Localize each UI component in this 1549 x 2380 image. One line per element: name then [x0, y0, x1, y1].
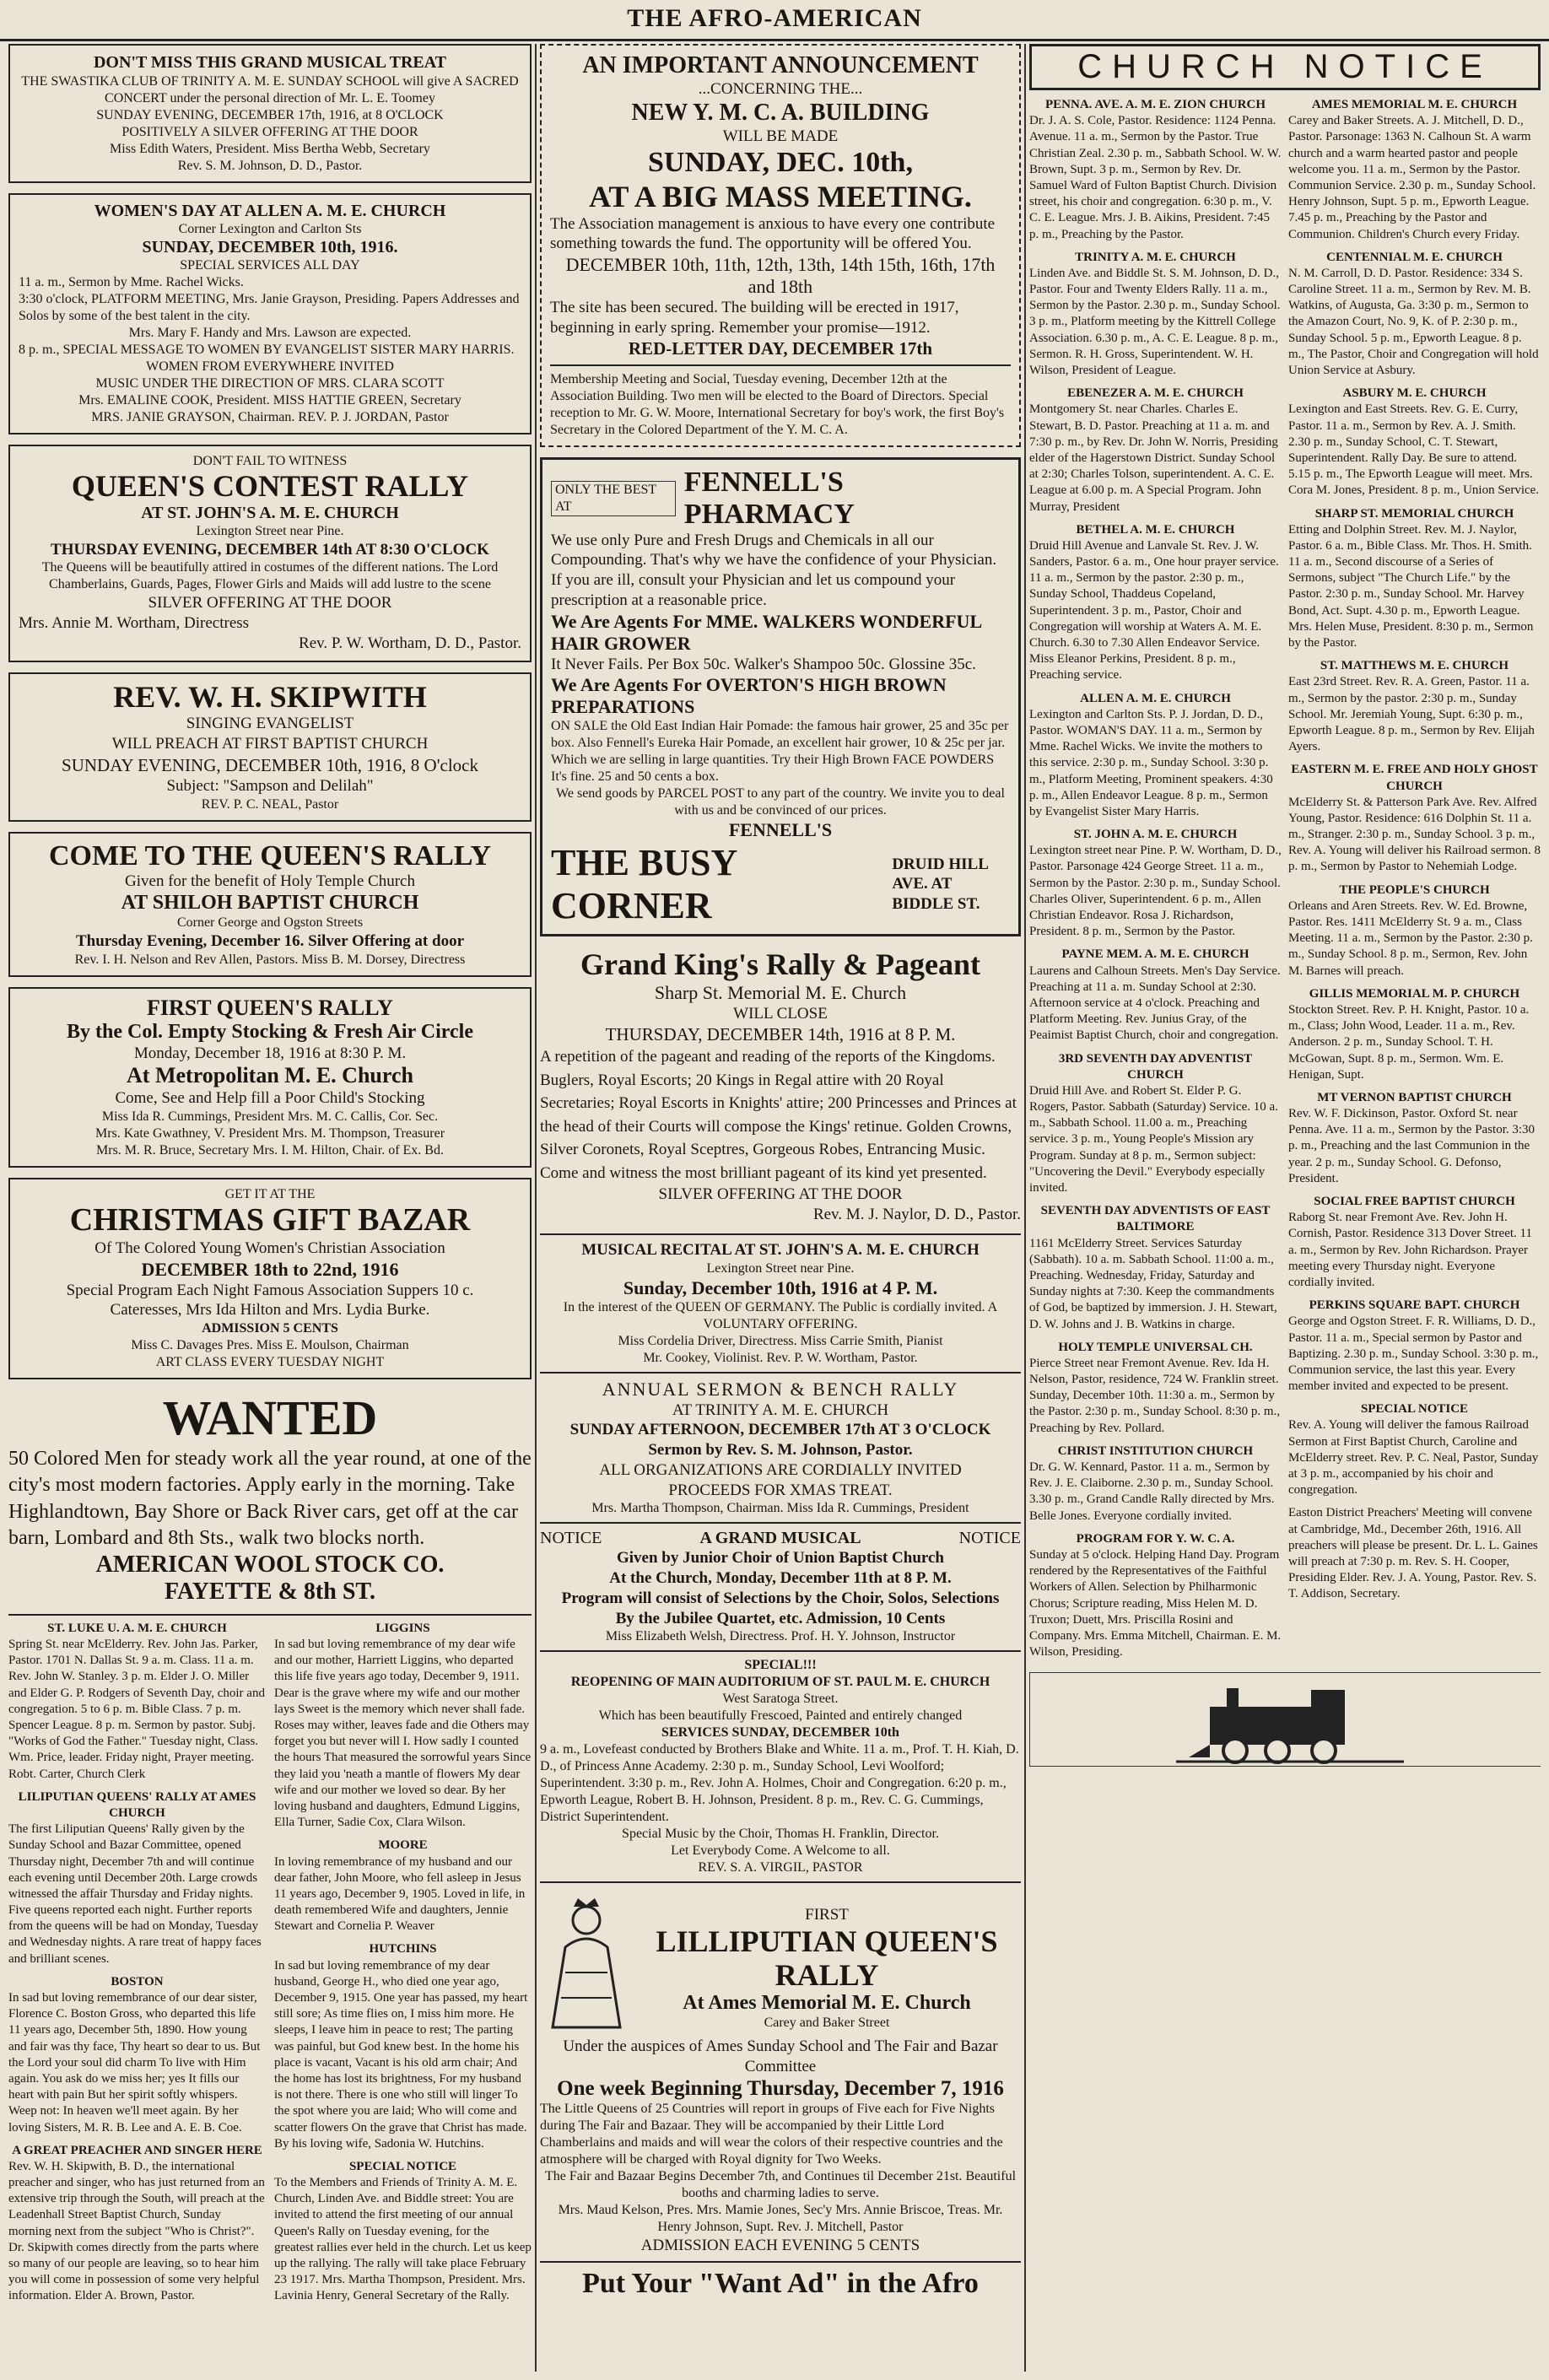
ad-text: Miss Elizabeth Welsh, Directress. Prof. H. Y. Johnson, Instructor [605, 1629, 956, 1644]
ad-text: ADMISSION 5 CENTS [202, 1321, 338, 1336]
ad-text: Rev. S. M. Johnson, D. D., Pastor. [177, 159, 363, 173]
ad-text: Membership Meeting and Social, Tuesday evening, December 12th at the Association Building. Two men will be elected to the Board of Directors. Special reception to Mr. G. W. Moore, International Secretary for boy's work, the first Boy's Secretary in the Colored Department of the Y. M. C. A. [550, 371, 1005, 437]
church-notice [1288, 1090, 1541, 1187]
church-notice-body: Carey and Baker Streets. A. J. Mitchell, D. D., Pastor. Parsonage: 1363 N. Calhoun St. A warm church and a warm hearted pastor and people welcome you. 11 a. m., Sermon by the Pastor. Communion Service. 2.30 p. m., Sunday School. Henry Johnson, Supt. 5 p. m., Epworth League. 7.45 p. m., Preaching by the Pastor and Communion. Children's Church every Friday. [1288, 114, 1536, 241]
church-notice-body: Stockton Street. Rev. P. H. Knight, Pastor. 10 a. m., Class; John Wood, Leader. 11 a. m., Rev. Anderson. 2 p. m., Sunday School. T. H. McGowan, Supt. 8 p. m., Sermon. Wm. E. Henigan, Supt. [1288, 1002, 1530, 1082]
church-notice-title: GILLIS MEMORIAL M. P. CHURCH [1309, 986, 1520, 1001]
church-notices [1029, 97, 1541, 1667]
church-notice-body: Rev. W. F. Dickinson, Pastor. Oxford St. near Penna. Ave. 11 a. m., Sermon by the Pastor. 3:30 p. m., Preaching and the last Communion in the year. 2 p. m., Sunday School. G. Defonso, President. [1288, 1107, 1536, 1185]
church-notice-title: EASTERN M. E. FREE AND HOLY GHOST CHURCH [1291, 763, 1538, 793]
ad-text: Lexington Street near Pine. [196, 523, 344, 538]
ad-text: Cateresses, Mrs Ida Hilton and Mrs. Lydia Burke. [110, 1301, 430, 1320]
church-notice-title: SPECIAL NOTICE [1360, 1402, 1469, 1417]
ad-text: Mrs. Maud Kelson, Pres. Mrs. Mamie Jones, Sec'y Mrs. Annie Briscoe, Treas. Mr. Henry Johnson, Supt. Rev. J. Mitchell, Pastor [558, 2202, 1003, 2234]
church-notice [1288, 1298, 1541, 1395]
queens-illustration [540, 1888, 1021, 2032]
ad-text: We use only Pure and Fresh Drugs and Chemicals in all our Compounding. That's why we have the confidence of your Physician. If you are ill, consult your Physician and let us compound your prescription at a reasonable price. [551, 531, 997, 609]
church-notice [1288, 506, 1541, 652]
church-notice-body: East 23rd Street. Rev. R. A. Green, Pastor. 11 a. m., Sermon by the pastor. 2:30 p. m., Sunday School. Mr. Jeremiah Young, Supt. 6:30 p. m., Epworth League. 8 p. m., Sermon by Rev. Elijah Ayers. [1288, 675, 1535, 754]
ad-text: 50 Colored Men for steady work all the year round, at one of the city's most modern factories. Apply early in the morning. Take Highlandtown, Bay Shore or Back River cars, get off at the car barn, Lombard and 8th Sts., walk two blocks north. [8, 1448, 532, 1549]
church-notice [1288, 386, 1541, 499]
musical-recital-ad [540, 1240, 1021, 1367]
ad-text: Sermon by Rev. S. M. Johnson, Pastor. [648, 1441, 913, 1460]
ad-text: The site has been secured. The building will be erected in 1917, beginning in early spring. Remember your promise—1912. [550, 299, 959, 337]
ad-heading: THE BUSY CORNER [551, 842, 737, 927]
ad-text: FAYETTE & 8th ST. [165, 1578, 375, 1605]
church-notice-body: 1161 McElderry Street. Services Saturday (Sabbath). 10 a. m. Sabbath School. 11:00 a. m., Preaching. Wednesday, Friday, Saturday and Sunday nights at 7:30. Keep the commandments of God, be baptized by immersion. J. H. Stewart, D. W. Johns and J. B. Watkins in charge. [1029, 1236, 1277, 1331]
ad-text: ONLY THE BEST AT [551, 481, 676, 516]
pharmacy-header [551, 467, 1010, 531]
divider [550, 364, 1011, 366]
church-notice [1029, 386, 1282, 515]
ad-heading: Grand King's Rally & Pageant [580, 947, 981, 982]
church-notice [1029, 97, 1282, 243]
ad-text: By the Col. Empty Stocking & Fresh Air Circle [67, 1020, 473, 1043]
lilliputian-heading [633, 1905, 1021, 2032]
ad-text: Subject: "Sampson and Delilah" [166, 776, 374, 795]
skipwith-ad [8, 672, 532, 822]
ad-heading: A GRAND MUSICAL [699, 1529, 861, 1548]
notice-item [8, 2143, 266, 2305]
divider [8, 1614, 532, 1616]
notice-body: In loving remembrance of my husband and our dear father, John Moore, who fell asleep in Jesus 11 years ago, December 9, 1905. Loved in life, in death remembered Wife and daughters, Jennie Stewart and Cornelia P. Weaver [274, 1854, 526, 1934]
ad-text: Mr. Cookey, Violinist. Rev. P. W. Wortham, Pastor. [643, 1350, 918, 1365]
ad-date: DECEMBER 18th to 22nd, 1916 [141, 1258, 399, 1280]
first-queens-rally-ad [8, 987, 532, 1168]
church-notice-header: CHURCH NOTICE [1029, 44, 1541, 90]
column-rule [535, 44, 537, 2372]
ad-heading: WOMEN'S DAY AT ALLEN A. M. E. CHURCH [94, 202, 446, 220]
ad-text: The Fair and Bazaar Begins December 7th, and Continues til December 21st. Beautiful booths and charming ladies to serve. [544, 2168, 1017, 2200]
notice-item [274, 1838, 532, 1935]
church-notice [1288, 1401, 1541, 1498]
church-notice-title: CHRIST INSTITUTION CHURCH [1057, 1444, 1254, 1458]
notice-title: MOORE [378, 1838, 428, 1853]
church-notice-body: N. M. Carroll, D. D. Pastor. Residence: 334 S. Caroline Street. 11 a. m., Sermon by Rev. M. B. Watkins, of Augusta, Ga. 3:30 p. m., Sermon to the Amazon Court, No. 9, K. of P. 2:30 p. m., Sunday School. 5 p. m., Epworth League. 8 p. m., The Pastor, Choir and Congregation will hold Union Service at Asbury. [1288, 266, 1539, 377]
notice-subcolumn [1288, 97, 1541, 1667]
notice-item [274, 1621, 532, 1831]
church-notice-body: Montgomery St. near Charles. Charles E. Stewart, B. D. Pastor. Preaching at 11 a. m. and 7:30 p. m., by Rev. Dr. John W. Norris, Presiding elder of the Hagerstown District. Sunday School at 2:30; Charles Tolson, superintendent. A. C. E. League at 6.00 p. m. A Special Program. John Murray, President [1029, 402, 1278, 514]
ad-heading: REV. W. H. SKIPWITH [113, 679, 427, 714]
church-notice [1288, 882, 1541, 980]
divider [540, 2261, 1021, 2263]
church-notice [1029, 1531, 1282, 1661]
ad-text: REV. S. A. VIRGIL, PASTOR [698, 1860, 863, 1875]
church-notice [1029, 250, 1282, 380]
christmas-bazar-ad [8, 1178, 532, 1379]
ad-text: DON'T FAIL TO WITNESS [192, 454, 348, 468]
ad-text: THE SWASTIKA CLUB OF TRINITY A. M. E. SUNDAY SCHOOL will give A SACRED CONCERT under the personal direction of Mr. L. E. Toomey [21, 74, 519, 105]
church-notice-title: TRINITY A. M. E. CHURCH [1075, 250, 1236, 264]
church-notice-body: Etting and Dolphin Street. Rev. M. J. Naylor, Pastor. 6 a. m., Bible Class. Mr. Thos. H. Smith. 11 a. m., Second discourse of a Series of Sermons, subject "The Church Life." by the Pastor. 2:30 p. m., Sunday School. Mr. Harvey Bond, Act. Supt. 4.30 p. m., Epworth League. Mrs. Helen Muse, President. 8:30 p. m., Sermon by the Pastor. [1288, 522, 1534, 650]
ad-date: SUNDAY, DECEMBER 10th, 1916. [142, 238, 398, 256]
church-notice-body: Lexington and East Streets. Rev. G. E. Curry, Pastor. 11 a. m., Sermon by Rev. A. J. Smith. 2.30 p. m., Sunday School, C. T. Stewart, Superintendent. Rally Day. Be sure to attend. 5.15 p. m., The Epworth League will meet. Mrs. Cora M. Jones, President. 8 p. m., Union Service. [1288, 402, 1540, 498]
ad-text: Mrs. Martha Thompson, Chairman. Miss Ida R. Cummings, President [591, 1501, 969, 1516]
ad-text: NOTICE [540, 1529, 602, 1548]
church-notice [1288, 658, 1541, 755]
queens-contest-ad [8, 445, 532, 662]
notice-title: SPECIAL NOTICE [348, 2159, 457, 2173]
church-notice [1029, 691, 1282, 821]
church-notice-title: SHARP ST. MEMORIAL CHURCH [1314, 506, 1514, 521]
ad-heading-row [540, 1529, 1021, 1548]
ad-text: PROCEEDS FOR XMAS TREAT. [668, 1481, 893, 1499]
ad-text: We Are Agents For MME. WALKERS WONDERFUL HAIR GROWER [551, 610, 981, 654]
ad-text: We Are Agents For OVERTON'S HIGH BROWN PREPARATIONS [551, 674, 947, 718]
ad-text: ...CONCERNING THE... [698, 80, 863, 98]
church-notice [1029, 1203, 1282, 1333]
masthead [0, 0, 1549, 41]
busy-corner [551, 841, 1010, 927]
church-notice-title: PROGRAM FOR Y. W. C. A. [1076, 1531, 1235, 1546]
church-notice-title: MT VERNON BAPTIST CHURCH [1317, 1090, 1512, 1104]
column-middle [540, 44, 1021, 2372]
notice-subcolumn [274, 1621, 532, 2312]
church-notice-title: 3RD SEVENTH DAY ADVENTIST CHURCH [1058, 1051, 1253, 1082]
church-notice-body: Lexington street near Pine. P. W. Wortham, D. D., Pastor. Parsonage 424 George Street. 11 a. m., Sermon by the Pastor. 2:30 p. m., Sunday School. Charles Oliver, Superintendent. 6 p. m., Allen Christian Endeavor. Rosa J. Richardson, President. 8 p. m., Sermon by the Pastor. [1029, 844, 1282, 939]
ad-text: ART CLASS EVERY TUESDAY NIGHT [155, 1355, 385, 1370]
ad-text: AT ST. JOHN'S A. M. E. CHURCH [141, 503, 399, 522]
church-notice [1288, 250, 1541, 380]
ad-text: Mrs. Mary F. Handy and Mrs. Lawson are expected. [128, 326, 412, 340]
ad-heading: REOPENING OF MAIN AUDITORIUM OF ST. PAUL M. E. CHURCH [570, 1675, 990, 1690]
notice-title: HUTCHINS [369, 1942, 437, 1956]
ad-text: Given by Junior Choir of Union Baptist Church [616, 1549, 944, 1568]
ad-text: REV. P. C. NEAL, Pastor [201, 796, 339, 812]
ad-heading: AN IMPORTANT ANNOUNCEMENT [582, 52, 979, 78]
ad-text: WILL PREACH AT FIRST BAPTIST CHURCH [111, 734, 429, 753]
ad-text: ALL ORGANIZATIONS ARE CORDIALLY INVITED [599, 1460, 962, 1479]
ad-text: Carey and Baker Street [764, 2016, 890, 2031]
church-notice-title: BETHEL A. M. E. CHURCH [1076, 522, 1235, 537]
ad-text: AT TRINITY A. M. E. CHURCH [672, 1400, 889, 1419]
church-notice-body: Rev. A. Young will deliver the famous Railroad Sermon at First Baptist Church, Caroline and McElderry street. Rev. P. C. Neal, Pastor, Sunday at 3 p. m., accompanied by his choir and congregation. [1288, 1418, 1539, 1498]
divider [540, 1881, 1021, 1883]
ad-heading: CHRISTMAS GIFT BAZAR [69, 1202, 471, 1239]
ad-text: AMERICAN WOOL STOCK CO. [95, 1551, 445, 1578]
notice-title: ST. LUKE U. A. M. E. CHURCH [47, 1621, 227, 1635]
church-notice-title: HOLY TEMPLE UNIVERSAL CH. [1058, 1340, 1253, 1354]
want-ad-banner: Put Your "Want Ad" in the Afro [582, 2267, 979, 2299]
ad-text: WILL CLOSE [733, 1005, 828, 1023]
column-left [8, 44, 532, 2372]
ad-text: MUSIC UNDER THE DIRECTION OF MRS. CLARA SCOTT [95, 376, 445, 391]
lilliputian-rally-ad [540, 1888, 1021, 2255]
notice-body: In sad but loving remembrance of my dear husband, George H., who died one year ago, December 9, 1915. One year has passed, my heart still sore; As time flies on, I miss him more. He sleeps, I leave him in peace to rest; The parting was painful, but God knew best. In the home his place is vacant, Vacant is his old arm chair; And the home has lost its brightness, For my husband is not there. There is one who still will linger To the spot where you are laid; Who will come and scatter flowers On the grave that Christ has made. By his loving wife, Sadonia W. Hutchins. [274, 1958, 528, 2151]
ad-text: Mrs. Annie M. Wortham, Directress [19, 614, 250, 633]
ad-text: Of The Colored Young Women's Christian Association [94, 1239, 445, 1257]
ad-text: ON SALE the Old East Indian Hair Pomade: the famous hair grower, 25 and 35c per box. Also Fennell's Eureka Hair Pomade, an excellent hair grower, 10 & 25c per jar. Which we are selling in large quantities. Try their High Brown FACE POWDERS It's fine. 25 and 50 cents a box. [551, 719, 1009, 785]
church-notice-body: Orleans and Aren Streets. Rev. W. Ed. Browne, Pastor. Res. 1411 McElderry St. 9 a. m., Class Meeting. 11 a. m., Sermon by the Pastor. 2:30 p. m., Sunday School. 8 p. m., Sermon, Rev. John M. Barnes will preach. [1288, 899, 1533, 978]
ad-text: DECEMBER 10th, 11th, 12th, 13th, 14th 15th, 16th, 17th and 18th [565, 254, 996, 297]
ad-heading: FENNELL'S PHARMACY [683, 466, 855, 530]
church-notice-title: SOCIAL FREE BAPTIST CHURCH [1314, 1195, 1515, 1208]
ad-text: SPECIAL SERVICES ALL DAY [180, 258, 360, 273]
notice-subcolumn [1029, 97, 1282, 1667]
ad-text: ADMISSION EACH EVENING 5 CENTS [640, 2236, 920, 2254]
ad-heading: MUSICAL RECITAL AT ST. JOHN'S A. M. E. CHURCH [581, 1240, 980, 1259]
ad-text: Rev. M. J. Naylor, D. D., Pastor. [812, 1206, 1021, 1224]
grand-musical-ad [540, 1529, 1021, 1645]
ad-text: 3:30 o'clock, PLATFORM MEETING, Mrs. Janie Grayson, Presiding. Papers Addresses and Solos by some of the best talent in the city. [19, 292, 520, 323]
ad-date: SERVICES SUNDAY, DECEMBER 10th [661, 1725, 899, 1740]
sermon-bench-rally-ad [540, 1379, 1021, 1518]
church-notice-body: Lexington and Carlton Sts. P. J. Jordan, D. D., Pastor. WOMAN'S DAY. 11 a. m., Sermon by Mme. Rachel Wicks. We invite the mothers to this service. 2:30 p. m., Sunday School. 3:30 p. m., Platform Meeting, Prominent speakers. 4:30 p. m., Allen Endeavor League. 8 p. m., Sermon by Evangelist Sister Mary Harris. [1029, 707, 1273, 818]
wanted-ad [8, 1390, 532, 1606]
ad-text: At Metropolitan M. E. Church [127, 1063, 413, 1088]
ad-text: WILL BE MADE [722, 127, 839, 145]
ad-text: 9 a. m., Lovefeast conducted by Brothers Blake and White. 11 a. m., Prof. T. H. Kiah, D. D., of Princess Anne Academy. 2:30 p. m., Sunday School, Levi Woolford; Superintendent. 3:30 p. m., Rev. John A. Holmes, Choir and Congregation. 6:20 p. m., Epworth League, Robert B. H. Johnson, President. 8 p. m., Rev. C. G. Cummings, District Superintendent. [540, 1742, 1019, 1825]
ad-heading: LILLIPUTIAN QUEEN'S RALLY [656, 1924, 998, 1992]
notice-title: LIGGINS [375, 1621, 430, 1635]
ad-text: Special Music by the Choir, Thomas H. Franklin, Director. [622, 1827, 939, 1842]
church-notice [1029, 947, 1282, 1044]
church-notice-title: ALLEN A. M. E. CHURCH [1080, 691, 1231, 705]
ad-date: Thursday Evening, December 16. Silver Offering at door [75, 931, 465, 950]
ad-text: It Never Fails. Per Box 50c. Walker's Shampoo 50c. Glossine 35c. [551, 655, 976, 673]
ad-heading: QUEEN'S CONTEST RALLY [71, 469, 469, 503]
womens-day-ad [8, 193, 532, 434]
notice-item [8, 1789, 266, 1967]
church-notice-title: PERKINS SQUARE BAPT. CHURCH [1309, 1298, 1520, 1313]
notice-body: The first Liliputian Queens' Rally given by the Sunday School and Bazar Committee, opened Thursday night, December 7th and will continue each evening until December 20th. Large crowds witnessed the affair Thursday and Friday nights. Five queens reported each night. Further reports from the queens will be had on Monday, Tuesday and Wednesday nights. A rare treat of happy faces and brilliant scenes. [8, 1822, 262, 1966]
church-notice-body: George and Ogston Street. F. R. Williams, D. D., Pastor. 11 a. m., Special sermon by Pastor and Baptizing. 2.30 p. m., Sunday School. 3:30 p. m., Communion service, the last this year. Every member invited and expected to be present. [1288, 1314, 1539, 1394]
church-notice-body: McElderry St. & Patterson Park Ave. Rev. Alfred Young, Pastor. Residence: 616 Dolphin St. 11 a. m., Stranger. 2:30 p. m., Sunday School. 3 p. m., Rev. A. Young will deliver his Railroad sermon. 8 p. m., Sermon by Pastor to Nehemiah Lodge. [1288, 795, 1541, 874]
notice-title: LILIPUTIAN QUEENS' RALLY AT AMES CHURCH [18, 1789, 256, 1820]
ad-text: Which has been beautifully Frescoed, Painted and entirely changed [598, 1708, 963, 1724]
ad-text: 8 p. m., SPECIAL MESSAGE TO WOMEN BY EVANGELIST SISTER MARY HARRIS. [19, 343, 515, 357]
church-notice-title: ST. MATTHEWS M. E. CHURCH [1320, 659, 1509, 673]
ad-text: Corner Lexington and Carlton Sts [178, 222, 362, 236]
church-notice [1029, 522, 1282, 684]
notice-item [8, 1621, 266, 1783]
church-notice [1288, 97, 1541, 243]
ad-heading: DON'T MISS THIS GRAND MUSICAL TREAT [93, 53, 447, 72]
notice-body: In sad but loving remembrance of my dear wife and our mother, Harriett Liggins, who departed this life five years ago today, December 9, 1911. Dear is the grave where my wife and our mother lays Sweet is the memory which never shall fade. Roses may wither, leaves fade and die Others may forget you but never will I. How sadly I counted the hours That measured the sorrowful years Since they laid you 'neath a mantle of flowers My dear wife and our mother we loved so dear. By her loving husband and daughters, Edmund Liggins, Ella Turner, Sadie Cox, Clara Wilson. [274, 1638, 532, 1830]
notice-title: BOSTON [111, 1974, 164, 1989]
notice-item [274, 2159, 532, 2305]
church-notice-title: SEVENTH DAY ADVENTISTS OF EAST BALTIMORE [1040, 1204, 1271, 1234]
ad-text: By the Jubilee Quartet, etc. Admission, 10 Cents [615, 1609, 946, 1627]
church-notice-body: Druid Hill Avenue and Lanvale St. Rev. J. W. Sanders, Pastor. 6 a. m., One hour prayer service. 11 a. m., Sermon by the pastor. 2:30 p. m., Sunday School, Thaddeus Copeland, Superintendent. 3 p. m., Pastor, Choir and Congregation will worship at Waters A. M. E. Church. 6.30 to 7.30 Allen Endeavor Service. Miss Eleanor Perkins, President. 8 p. m., Preaching service. [1029, 538, 1279, 683]
church-notice-title: ASBURY M. E. CHURCH [1342, 386, 1487, 401]
fennells-pharmacy-ad [540, 457, 1021, 937]
ad-text: Sharp St. Memorial M. E. Church [654, 982, 907, 1004]
column-rule [1024, 44, 1026, 2372]
ad-heading: COME TO THE QUEEN'S RALLY [48, 839, 491, 872]
church-notice-body: Dr. J. A. S. Cole, Pastor. Residence: 1124 Penna. Avenue. 11 a. m., Sermon by the Pastor. True Christian Zeal. 2.30 p. m., Sabbath School. W. W. Brown, Supt. 3 p. m., Sermon by Rev. Dr. Samuel Ward of Fulton Baptist Church. Division street, his choir and congregation. 6:30 p. m., V. C. E. League. Mrs. J. B. Aikins, President. 7:45 p. m., Preaching by the Pastor. [1029, 114, 1282, 241]
notice-item [274, 1941, 532, 2151]
small-notices [8, 1621, 532, 2312]
ad-text: Miss Ida R. Cummings, President Mrs. M. C. Callis, Cor. Sec. [101, 1109, 439, 1125]
notice-body: In sad but loving remembrance of our dear sister, Florence C. Boston Gross, who departed this life 11 years ago, December 5th, 1890. How young and fair was thy face, Thy heart so dear to us. But the Lord your soul did charm To live with Him again. You ask do we miss her; yes It fills our heart with pain But her spirit softly whispers. Weep not: In heaven we'll meet again. By her loving Sisters, M. R. B. Lee and A. E. B. Coe. [8, 1991, 261, 2134]
church-notice-body: Laurens and Calhoun Streets. Men's Day Service. Preaching at 11 a. m. Sunday School at 2:30. Afternoon service at 4 o'clock. Preaching and Platform Meeting. Rev. Junius Gray, of the Peaimist Baptist Church, choir and congregation. [1029, 963, 1281, 1043]
ad-text: NOTICE [958, 1529, 1021, 1548]
church-notice-title: AMES MEMORIAL M. E. CHURCH [1311, 98, 1518, 111]
church-notice-title: THE PEOPLE'S CHURCH [1339, 882, 1490, 897]
ad-date: SUNDAY, DEC. 10th, [648, 146, 913, 178]
ad-date: THURSDAY EVENING, DECEMBER 14th AT 8:30 O'CLOCK [51, 540, 489, 559]
ad-date: SUNDAY EVENING, DECEMBER 10th, 1916, 8 O'clock [62, 754, 478, 775]
church-notice-title: CENTENNIAL M. E. CHURCH [1326, 250, 1503, 264]
ad-text: The Queens will be beautifully attired in costumes of the different nations. The Lord Chamberlains, Guards, Pages, Flower Girls and Maids will add lustre to the scene [41, 560, 499, 592]
church-notice-body: Druid Hill Ave. and Robert St. Elder P. G. Rogers, Pastor. Sabbath (Saturday) Service. 10 a. m., Sabbath School. 11.00 a. m., Preaching service. 3 p. m., Young People's Mission ary Program. Sunday at 8 p. m., Sermon subject: "Uncovering the Devil." Everybody especially invited. [1029, 1083, 1278, 1195]
divider [540, 1522, 1021, 1524]
notice-item [8, 1974, 266, 2136]
column-right [1029, 44, 1541, 2372]
ad-text: 11 a. m., Sermon by Mme. Rachel Wicks. [19, 275, 244, 289]
ad-text: Miss Cordelia Driver, Directress. Miss Carrie Smith, Pianist [618, 1333, 943, 1348]
ad-text: SILVER OFFERING AT THE DOOR [658, 1185, 903, 1204]
notice-subcolumn [8, 1621, 266, 2312]
church-notice [1029, 827, 1282, 940]
ad-date: At the Church, Monday, December 11th at 8 P. M. [609, 1569, 952, 1588]
church-notice [1288, 986, 1541, 1083]
church-notice [1029, 1051, 1282, 1197]
ad-text: A repetition of the pageant and reading of the reports of the Kingdoms. Buglers, Royal Escorts; 20 Kings in Regal attire with 20 Royal Secretaries; Royal Escorts in Knights' attire; 200 Princesses and Princes at the head of their Courts will compose the Kings' retinue. Golden Crowns, Silver Coronets, Royal Sceptres, Gorgeous Robes, Entrancing Music. Come and witness the most brilliant pageant of its kind yet presented. [540, 1048, 1017, 1182]
ad-text: Miss Edith Waters, President. Miss Bertha Webb, Secretary [110, 142, 430, 156]
ad-text: FENNELL'S [728, 819, 833, 841]
ad-text: MRS. JANIE GRAYSON, Chairman. REV. P. J. JORDAN, Pastor [91, 410, 449, 424]
church-notice-body: Raborg St. near Fremont Ave. Rev. John H. Cornish, Pastor. Residence 313 Dover Street. 11 a. m., Sermon by Rev. John Richardson. Prayer meeting every Thursday night. Everyone cordially invited. [1288, 1211, 1532, 1289]
ad-text: Special Program Each Night Famous Association Suppers 10 c. [66, 1281, 474, 1299]
ad-text: AT SHILOH BAPTIST CHURCH [121, 891, 419, 914]
church-notice [1288, 1505, 1541, 1602]
church-notice [1288, 1194, 1541, 1291]
ad-text: Mrs. M. R. Bruce, Secretary Mrs. I. M. Hilton, Chair. of Ex. Bd. [96, 1143, 444, 1158]
ad-text: Miss C. Davages Pres. Miss E. Moulson, Chairman [131, 1338, 409, 1353]
church-notice-title: EBENEZER A. M. E. CHURCH [1067, 386, 1244, 401]
notice-title: A GREAT PREACHER AND SINGER HERE [12, 2143, 262, 2157]
ad-date: SUNDAY AFTERNOON, DECEMBER 17th AT 3 O'CLOCK [569, 1421, 991, 1439]
ad-text: POSITIVELY A SILVER OFFERING AT THE DOOR [121, 125, 418, 139]
ad-date: Monday, December 18, 1916 at 8:30 P. M. [133, 1044, 407, 1062]
ad-text: Let Everybody Come. A Welcome to all. [671, 1843, 890, 1859]
ad-text: SINGING EVANGELIST [186, 715, 354, 733]
locomotive-icon [1029, 1672, 1541, 1767]
ad-date: One week Beginning Thursday, December 7, 1916 [557, 2076, 1004, 2100]
church-notice-body: Pierce Street near Fremont Avenue. Rev. Ida H. Nelson, Pastor, residence, 724 W. Franklin street. Sunday, December 10th. 11:30 a. m., Sermon by the Pastor. 2:30 p. m., Sunday School. 8:30 p. m., Preaching by Rev. Pollard. [1029, 1356, 1281, 1435]
reopening-ad [540, 1657, 1021, 1876]
divider [540, 1650, 1021, 1652]
ad-text: The Little Queens of 25 Countries will report in groups of Five each for Five Nights during The Fair and Bazaar. They will be accompanied by their Little Lord Chamberlains and maids and will wear the colors of their respective countries and the atmosphere will be charged with Royal dignity for Two Weeks. [540, 2101, 1003, 2167]
ad-text: SPECIAL!!! [744, 1658, 817, 1673]
ad-text: At Ames Memorial M. E. Church [683, 1992, 971, 2015]
ad-text: The Association management is anxious to have every one contribute something towards the fund. The opportunity will be offered You. [550, 214, 996, 253]
church-notice-title: PAYNE MEM. A. M. E. CHURCH [1061, 947, 1249, 962]
ad-heading: WANTED [162, 1390, 378, 1446]
church-notice-body: Easton District Preachers' Meeting will convene at Cambridge, Md., December 26th, 1916. All preachers will please be present. Dr. L. L. Gaines will preach at 7:30 p. m. Rev. S. H. Cooper, Presiding Elder. Rev. J. A. Young, Pastor. Rev. S. T. Addison, Secretary. [1288, 1506, 1538, 1601]
ymca-announcement [540, 44, 1021, 447]
masthead-title: THE AFRO-AMERICAN [627, 4, 922, 32]
notice-body: Spring St. near McElderry. Rev. John Jas. Parker, Pastor. 1701 N. Dallas St. 9 a. m. Class. 11 a. m. Rev. John W. Stanley. 3 p. m. Elder J. O. Miller and Elder G. P. Rodgers of Seventh Day, choir and congregation. 5 to 6 p. m. Bible Class. 7 p. m. Spencer League. 8 p. m. Sermon by pastor. Subj. "Works of God the Father." Tuesday night, Class. Wm. Price, leader. Friday night, Prayer meeting. Robt. Carter, Church Clerk [8, 1638, 265, 1781]
come-queens-rally-ad [8, 832, 532, 977]
ad-text: We send goods by PARCEL POST to any part of the country. We invite you to deal with us and be convinced of our prices. [556, 786, 1005, 818]
ad-text: RED-LETTER DAY, DECEMBER 17th [628, 337, 933, 359]
musical-treat-ad [8, 44, 532, 183]
ad-text: FIRST [805, 1906, 849, 1924]
ad-text: West Saratoga Street. [722, 1692, 839, 1707]
ad-text: Under the auspices of Ames Sunday School and The Fair and Bazar Committee [563, 2037, 998, 2076]
ad-date: Sunday, December 10th, 1916 at 4 P. M. [623, 1276, 938, 1298]
ad-text: Corner George and Ogston Streets [176, 915, 364, 930]
ad-text: SUNDAY EVENING, DECEMBER 17th, 1916, at 8 O'CLOCK [96, 108, 444, 122]
notice-body: To the Members and Friends of Trinity A. M. E. Church, Linden Ave. and Biddle street: You are invited to attend the first meeting of our annual Queen's Rally on Tuesday evening, for the greatest rallies ever held in the church. Let us keep up the rallying. The rally will take place February 23 1917. Mrs. Martha Thompson, President. Mrs. Lavinia Henry, General Secretary of the Rally. [274, 2176, 532, 2303]
ad-text: WOMEN FROM EVERYWHERE INVITED [146, 359, 394, 374]
ad-text: SILVER OFFERING AT THE DOOR [148, 594, 392, 613]
church-notice-body: Dr. G. W. Kennard, Pastor. 11 a. m., Sermon by Rev. J. E. Claiborne. 2.30 p. m., Sunday School. 3.30 p. m., Grand Candle Rally directed by Mrs. Belle Jones. Everyone cordially invited. [1029, 1460, 1275, 1523]
ad-text: Mrs. EMALINE COOK, President. MISS HATTIE GREEN, Secretary [78, 393, 461, 407]
ad-text: Rev. I. H. Nelson and Rev Allen, Pastors. Miss B. M. Dorsey, Directress [74, 952, 466, 967]
ad-text: Lexington Street near Pine. [706, 1260, 855, 1276]
ad-heading: ANNUAL SERMON & BENCH RALLY [602, 1378, 959, 1400]
divider [540, 1372, 1021, 1373]
ad-text: NEW Y. M. C. A. BUILDING [631, 99, 930, 126]
ad-date: THURSDAY, DECEMBER 14th, 1916 at 8 P. M. [605, 1024, 956, 1044]
notice-body: Rev. W. H. Skipwith, B. D., the international preacher and singer, who has just returned from an extensive trip through the South, will preach at the Leadenhall Street Baptist Church, Sunday morning next from the subject "Who is Christ?". Dr. Skipwith comes directly from the parts where so many of our people are leaving, so to hear him you will come in possession of some very helpful information. Elder A. Brown, Pastor. [8, 2159, 265, 2303]
ad-text: AT A BIG MASS MEETING. [589, 179, 972, 213]
ad-text: Mrs. Kate Gwathney, V. President Mrs. M. Thompson, Treasurer [94, 1126, 445, 1141]
ad-text: GET IT AT THE [224, 1187, 316, 1202]
church-notice [1288, 762, 1541, 875]
ad-text: Given for the benefit of Holy Temple Church [125, 872, 415, 891]
church-notice-body: Linden Ave. and Biddle St. S. M. Johnson, D. D., Pastor. Four and Twenty Elders Rally. 11 a. m., Sermon by the Pastor. 2.30 p. m., Sunday School. 3 p. m., Platform meeting by the Kittrell College Association. 6.30 p. m., A. C. E. League. 8 p. m., Sermon. R. H. Gross, Superintendent. W. H. Wilson, President of League. [1029, 266, 1281, 377]
ad-heading: FIRST QUEEN'S RALLY [147, 995, 393, 1020]
ad-text: Come, See and Help fill a Poor Child's Stocking [115, 1089, 425, 1108]
ad-text: Rev. P. W. Wortham, D. D., Pastor. [299, 634, 521, 652]
ad-text: In the interest of the QUEEN OF GERMANY. The Public is cordially invited. A VOLUNTARY OFFERING. [563, 1299, 998, 1331]
church-notice [1029, 1340, 1282, 1437]
ad-text: DRUID HILL AVE. AT BIDDLE ST. [892, 855, 988, 914]
church-notice-title: PENNA. AVE. A. M. E. ZION CHURCH [1045, 98, 1266, 111]
ad-text: Program will consist of Selections by the Choir, Solos, Selections [561, 1589, 1000, 1607]
divider [540, 1233, 1021, 1235]
church-notice-body: Sunday at 5 o'clock. Helping Hand Day. Program rendered by the Representatives of the Faithful Workers of Allen. Selection by Philharmonic Chorus; Scripture reading, Miss Helen M. D. Truxon; Duett, Mrs. Priscilla Rosini and Company. Mrs. Emma Mitchell, Chairman. E. M. Wilson, Presiding. [1029, 1547, 1282, 1660]
queen-figure-icon [540, 1897, 633, 2032]
church-notice [1029, 1444, 1282, 1525]
church-notice-title: ST. JOHN A. M. E. CHURCH [1073, 828, 1238, 842]
grand-kings-rally-ad [540, 947, 1021, 1225]
